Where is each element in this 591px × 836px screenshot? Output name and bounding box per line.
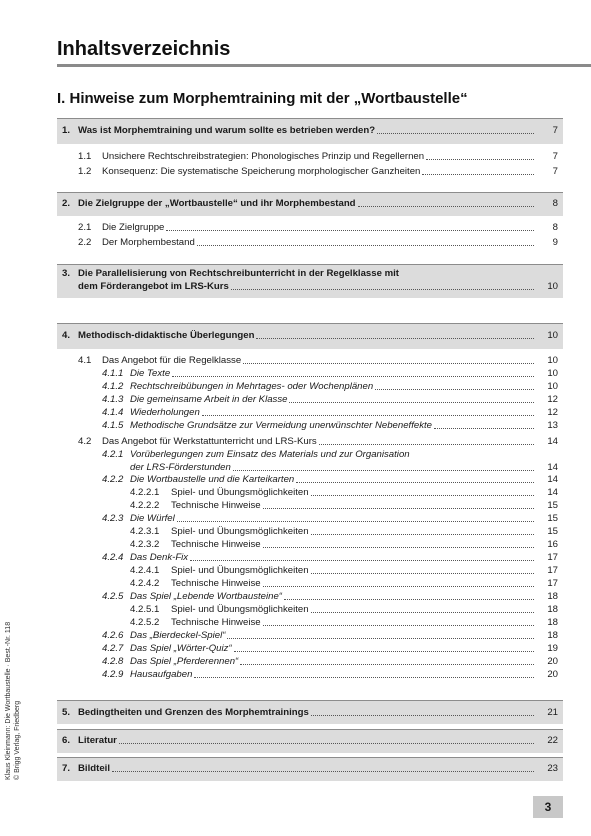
toc-entry[interactable] [78,198,558,210]
toc-entry-number: 1. [62,125,71,136]
toc-entry-text: Konsequenz: Die systematische Speicherung morphologischer Ganzheiten [102,166,421,177]
toc-entry-number: 4.2.6 [102,630,124,641]
toc-entry-text: Das „Bierdeckel-Spiel“ [130,630,226,641]
toc-entry[interactable] [130,513,558,525]
dot-leader [177,521,534,522]
toc-entry-number: 4.2.2 [102,474,124,485]
toc-entry-text: Vorüberlegungen zum Einsatz des Materials und zur Organisation [130,449,410,460]
toc-entry[interactable] [171,500,558,512]
dot-leader [263,625,534,626]
toc-entry-text: Bedingtheiten und Grenzen des Morphemtrainings [78,707,309,718]
toc-entry[interactable] [171,539,558,551]
toc-entry-number: 4.1.1 [102,368,124,379]
toc-page-number: 15 [547,513,558,524]
toc-page-number: 20 [547,669,558,680]
toc-entry[interactable] [171,604,558,616]
toc-entry-number: 4.2.5.2 [130,617,160,628]
side-credit-line: © Brigg Verlag, Friedberg [14,700,21,780]
toc-entry-text: Hausaufgaben [130,669,193,680]
toc-entry[interactable] [171,526,558,538]
toc-page-number: 14 [547,436,558,447]
dot-leader [172,376,534,377]
toc-entry-text: Unsichere Rechtschreibstrategien: Phonologisches Prinzip und Regellernen [102,151,425,162]
dot-leader [190,560,534,561]
toc-entry-text: Die Parallelisierung von Rechtschreibunterricht in der Regelklasse mit [78,268,399,279]
toc-entry-text: Spiel- und Übungsmöglichkeiten [171,604,309,615]
toc-entry[interactable] [78,330,558,342]
toc-entry-number: 4.2.9 [102,669,124,680]
toc-entry-text: Spiel- und Übungsmöglichkeiten [171,487,309,498]
toc-entry-number: 4.2.2.1 [130,487,160,498]
toc-page-number: 22 [547,735,558,746]
toc-page-number: 15 [547,500,558,511]
toc-page-number: 10 [547,381,558,392]
toc-page-number: 14 [547,487,558,498]
side-credit-line: Klaus Kleinmann: Die Wortbaustelle · Best.-Nr. 118 [5,621,12,780]
toc-entry[interactable] [130,643,558,655]
dot-leader [263,586,534,587]
toc-page-number: 10 [547,330,558,341]
toc-entry[interactable] [130,630,558,642]
dot-leader [311,534,534,535]
toc-page-number: 7 [552,125,558,136]
toc-entry[interactable] [130,407,558,419]
toc-entry[interactable] [102,436,558,448]
toc-page-number: 23 [547,763,558,774]
dot-leader [311,715,534,716]
toc-entry-text: Was ist Morphemtraining und warum sollte es betrieben werden? [78,125,376,136]
toc-page-number: 14 [547,474,558,485]
toc-entry[interactable] [78,707,558,719]
dot-leader [296,482,534,483]
toc-entry-number: 2.2 [78,237,92,248]
toc-entry-number: 1.2 [78,166,92,177]
dot-leader [202,415,534,416]
toc-page-number: 10 [547,281,558,292]
toc-page-number: 19 [547,643,558,654]
toc-entry[interactable] [78,281,558,293]
dot-leader [240,664,534,665]
toc-entry-text: Rechtschreibübungen in Mehrtages- oder Wochenplänen [130,381,374,392]
toc-entry[interactable] [171,578,558,590]
toc-entry-number: 6. [62,735,71,746]
toc-entry-number: 3. [62,268,71,279]
dot-leader [256,338,534,339]
side-credit [4,622,22,780]
toc-entry-text: Das Spiel „Wörter-Quiz“ [130,643,232,654]
toc-page-number: 10 [547,355,558,366]
toc-entry[interactable] [171,617,558,629]
dot-leader [112,771,534,772]
toc-page-number: 16 [547,539,558,550]
dot-leader [377,133,534,134]
dot-leader [311,573,534,574]
dot-leader [426,159,534,160]
toc-page-number: 8 [552,222,558,233]
toc-entry-text: Methodisch-didaktische Überlegungen [78,330,255,341]
dot-leader [197,245,534,246]
toc-page-number: 17 [547,565,558,576]
toc-entry[interactable] [130,669,558,681]
toc-entry-text: Technische Hinweise [171,578,261,589]
dot-leader [194,677,534,678]
toc-page-number: 18 [547,604,558,615]
toc-entry-number: 4.2.4.2 [130,578,160,589]
toc-entry-number: 2.1 [78,222,92,233]
toc-entry[interactable] [130,591,558,603]
dot-leader [231,289,534,290]
toc-entry[interactable] [130,368,558,380]
toc-page-number: 18 [547,630,558,641]
toc-entry-text: Die Würfel [130,513,175,524]
toc-entry[interactable] [102,237,558,249]
toc-entry[interactable] [130,552,558,564]
dot-leader [434,428,534,429]
toc-entry-text: Wiederholungen [130,407,200,418]
toc-entry-text: Die Zielgruppe der „Wortbaustelle“ und ihr Morphembestand [78,198,356,209]
toc-entry-text: Methodische Grundsätze zur Vermeidung unerwünschter Nebeneffekte [130,420,433,431]
dot-leader [289,402,534,403]
dot-leader [227,638,534,639]
toc-entry-number: 4.1.4 [102,407,124,418]
toc-page-number: 13 [547,420,558,431]
dot-leader [234,651,534,652]
toc-entry-text: Bildteil [78,763,110,774]
toc-entry-number: 4. [62,330,71,341]
dot-leader [284,599,534,600]
toc-entry-text: Das Spiel „Pferderennen“ [130,656,239,667]
toc-page-number: 17 [547,552,558,563]
toc-entry-text: Technische Hinweise [171,617,261,628]
toc-entry-number: 7. [62,763,71,774]
dot-leader [263,547,534,548]
toc-entry-number: 4.2.7 [102,643,124,654]
toc-entry-number: 4.1.2 [102,381,124,392]
toc-entry-number: 4.1.5 [102,420,124,431]
toc-page-number: 15 [547,526,558,537]
toc-page-number: 18 [547,617,558,628]
toc-entry-number: 2. [62,198,71,209]
toc-entry[interactable] [102,151,558,163]
toc-entry-number: 4.2.3.2 [130,539,160,550]
section-heading: I. Hinweise zum Morphemtraining mit der „Wortbaustelle“ [57,90,468,107]
toc-entry[interactable] [171,487,558,499]
dot-leader [422,174,534,175]
toc-page-number: 8 [552,198,558,209]
toc-entry[interactable] [102,355,558,367]
toc-page-number: 21 [547,707,558,718]
title-rule [57,64,591,67]
toc-entry-number: 4.2.3 [102,513,124,524]
toc-entry-number: 4.2.4.1 [130,565,160,576]
toc-entry-number: 4.2.3.1 [130,526,160,537]
toc-entry-text: dem Förderangebot im LRS-Kurs [78,281,229,292]
dot-leader [375,389,534,390]
dot-leader [358,206,534,207]
toc-page-number: 7 [552,166,558,177]
toc-entry-number: 4.2.5.1 [130,604,160,615]
page-number: 3 [533,796,563,818]
toc-entry-number: 4.2 [78,436,92,447]
toc-entry-text: Spiel- und Übungsmöglichkeiten [171,526,309,537]
toc-entry-text: Die Texte [130,368,171,379]
toc-entry-text: der LRS-Förderstunden [130,462,231,473]
toc-entry-number: 4.2.8 [102,656,124,667]
toc-entry-number: 4.2.1 [102,449,124,460]
toc-entry-number: 4.1 [78,355,92,366]
toc-entry[interactable] [130,656,558,668]
dot-leader [319,444,534,445]
toc-entry-number: 4.2.4 [102,552,124,563]
toc-entry[interactable] [130,381,558,393]
toc-entry-text: Das Angebot für Werkstattunterricht und LRS-Kurs [102,436,317,447]
toc-page-number: 18 [547,591,558,602]
toc-page-number: 9 [552,237,558,248]
toc-entry-number: 4.1.3 [102,394,124,405]
toc-page-number: 10 [547,368,558,379]
dot-leader [233,470,534,471]
toc-entry-text: Das Spiel „Lebende Wortbausteine“ [130,591,282,602]
toc-entry[interactable] [78,125,558,137]
toc-entry[interactable] [102,222,558,234]
toc-entry-text: Literatur [78,735,117,746]
toc-entry-text: Der Morphembestand [102,237,195,248]
toc-entry-text: Die Wortbaustelle und die Karteikarten [130,474,295,485]
toc-entry-text: Technische Hinweise [171,539,261,550]
dot-leader [311,612,534,613]
dot-leader [119,743,534,744]
toc-entry[interactable] [130,394,558,406]
toc-page-number: 12 [547,394,558,405]
toc-page-number: 17 [547,578,558,589]
toc-entry[interactable] [171,565,558,577]
toc-entry[interactable] [102,166,558,178]
toc-entry[interactable] [78,763,558,775]
toc-entry-text: Die Zielgruppe [102,222,165,233]
dot-leader [311,495,534,496]
toc-page-number: 7 [552,151,558,162]
dot-leader [263,508,534,509]
dot-leader [243,363,534,364]
toc-entry-text: Technische Hinweise [171,500,261,511]
toc-entry[interactable] [130,462,558,474]
toc-entry-text: Das Angebot für die Regelklasse [102,355,242,366]
toc-page-number: 14 [547,462,558,473]
toc-entry-number: 4.2.2.2 [130,500,160,511]
page-title: Inhaltsverzeichnis [57,38,231,60]
toc-entry-text: Spiel- und Übungsmöglichkeiten [171,565,309,576]
toc-entry[interactable] [78,735,558,747]
toc-entry[interactable] [130,474,558,486]
toc-entry-number: 4.2.5 [102,591,124,602]
toc-entry-number: 5. [62,707,71,718]
toc-entry[interactable] [130,420,558,432]
toc-page-number: 12 [547,407,558,418]
dot-leader [166,230,534,231]
toc-entry-text: Das Denk-Fix [130,552,189,563]
toc-page-number: 20 [547,656,558,667]
toc-entry-number: 1.1 [78,151,92,162]
toc-entry-text: Die gemeinsame Arbeit in der Klasse [130,394,288,405]
